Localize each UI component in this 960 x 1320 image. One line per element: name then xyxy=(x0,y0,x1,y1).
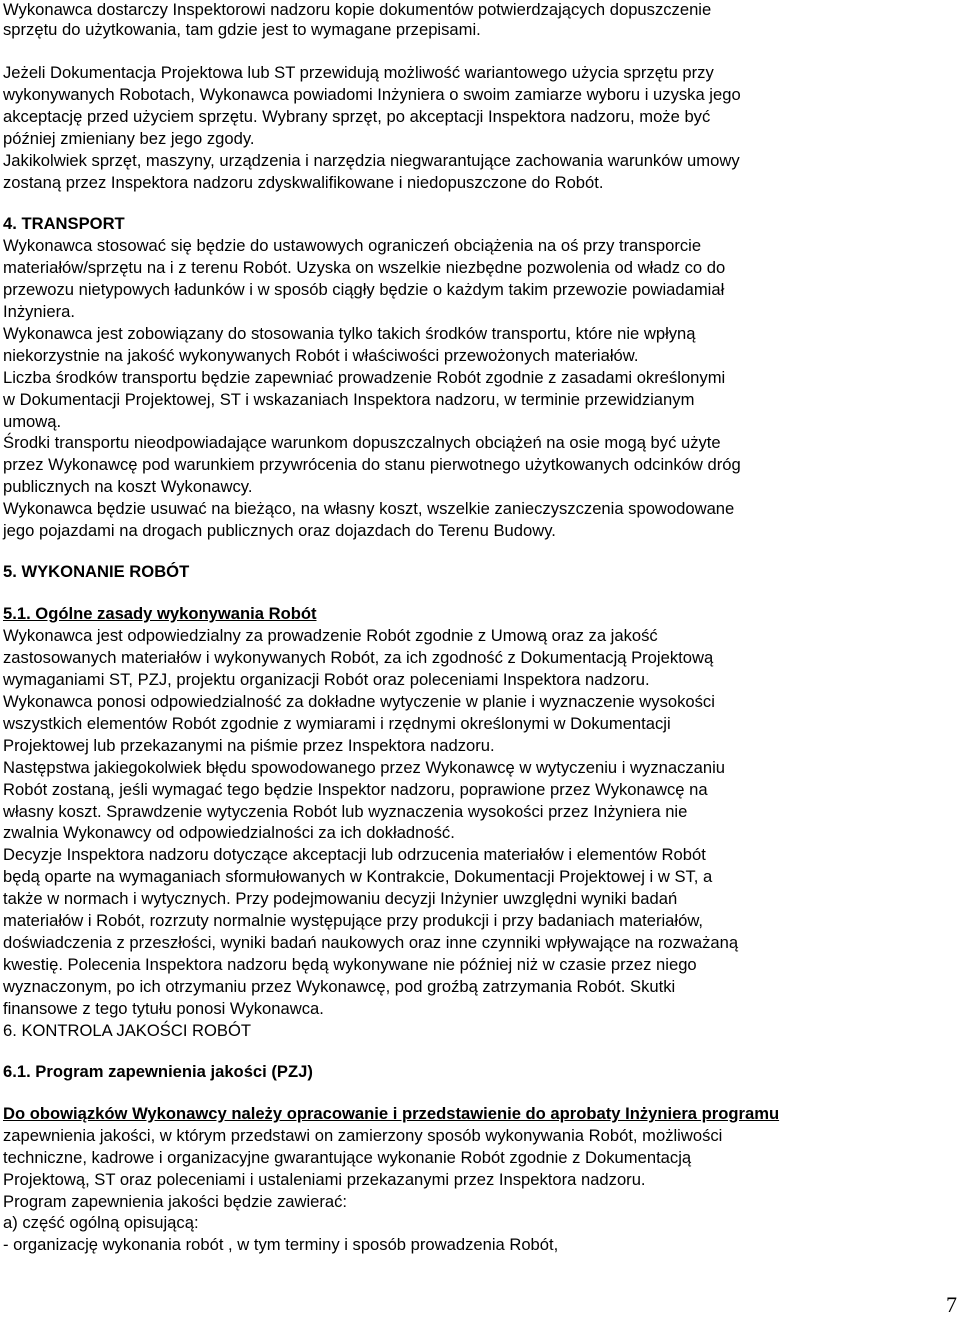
body-text-line: także w normach i wytycznych. Przy podejmowaniu decyzji Inżynier uwzględni wyniki badań xyxy=(3,889,678,908)
body-text-line: zastosowanych materiałów i wykonywanych Robót, za ich zgodność z Dokumentacją Projektową xyxy=(3,648,714,667)
body-text-line: Decyzje Inspektora nadzoru dotyczące akceptacji lub odrzucenia materiałów i elementów Robót xyxy=(3,845,706,864)
body-text-line: wymaganiami ST, PZJ, projektu organizacji Robót oraz poleceniami Inspektora nadzoru. xyxy=(3,670,650,689)
body-text-line: wszystkich elementów Robót zgodnie z wymiarami i rzędnymi określonymi w Dokumentacji xyxy=(3,714,671,733)
body-text-line: Inżyniera. xyxy=(3,302,75,321)
body-text-line: Liczba środków transportu będzie zapewniać prowadzenie Robót zgodnie z zasadami określonymi xyxy=(3,368,726,387)
body-text-line: umową. xyxy=(3,412,62,431)
page-number: 7 xyxy=(946,1292,957,1317)
body-text-line: będą oparte na wymaganiach sformułowanych w Kontrakcie, Dokumentacji Projektowej i w ST, a xyxy=(3,867,713,886)
body-text-line: Środki transportu nieodpowiadające warunkom dopuszczalnych obciążeń na osie mogą być użyte xyxy=(3,433,721,452)
body-text-line: doświadczenia z przeszłości, wyniki badań naukowych oraz inne czynniki wpływające na rozważaną xyxy=(3,933,739,952)
body-text-line: Jakikolwiek sprzęt, maszyny, urządzenia i narzędzia niegwarantujące zachowania warunków umowy xyxy=(3,151,740,170)
subsection-heading-5-1: 5.1. Ogólne zasady wykonywania Robót xyxy=(3,604,317,623)
body-text-line: w Dokumentacji Projektowej, ST i wskazaniach Inspektora nadzoru, w terminie przewidzianym xyxy=(3,390,695,409)
body-text-line: Jeżeli Dokumentacja Projektowa lub ST przewidują możliwość wariantowego użycia sprzętu przy xyxy=(3,63,714,82)
body-text-line: 6. KONTROLA JAKOŚCI ROBÓT xyxy=(3,1021,252,1040)
section-heading-transport: 4. TRANSPORT xyxy=(3,214,125,233)
body-text-line: Wykonawca będzie usuwać na bieżąco, na własny koszt, wszelkie zanieczyszczenia spowodowane xyxy=(3,499,735,518)
body-text-line: publicznych na koszt Wykonawcy. xyxy=(3,477,253,496)
body-text-line: techniczne, kadrowe i organizacyjne gwarantujące wykonanie Robót zgodnie z Dokumentacją xyxy=(3,1148,692,1167)
body-text-line: a) część ogólną opisującą: xyxy=(3,1213,199,1232)
section-heading-wykonanie-robot: 5. WYKONANIE ROBÓT xyxy=(3,562,190,581)
body-text-line: zostaną przez Inspektora nadzoru zdyskwalifikowane i niedopuszczone do Robót. xyxy=(3,173,604,192)
body-text-line: niekorzystnie na jakość wykonywanych Robót i właściwości przewożonych materiałów. xyxy=(3,346,639,365)
body-text-line: Program zapewnienia jakości będzie zawierać: xyxy=(3,1192,348,1211)
body-text-line: Wykonawca jest odpowiedzialny za prowadzenie Robót zgodnie z Umową oraz za jakość xyxy=(3,626,658,645)
body-text-line: finansowe z tego tytułu ponosi Wykonawca. xyxy=(3,999,324,1018)
body-text-line: akceptację przed użyciem sprzętu. Wybrany sprzęt, po akceptacji Inspektora nadzoru, może być xyxy=(3,107,711,126)
body-text-line: Wykonawca dostarczy Inspektorowi nadzoru kopie dokumentów potwierdzających dopuszczenie xyxy=(3,0,712,19)
body-text-line: przez Wykonawcę pod warunkiem przywrócenia do stanu pierwotnego użytkowanych odcinków dróg xyxy=(3,455,741,474)
body-text-line: materiałów i Robót, rozrzuty normalnie występujące przy produkcji i przy badaniach materiałów, xyxy=(3,911,704,930)
subsection-heading-6-1: Do obowiązków Wykonawcy należy opracowanie i przedstawienie do aprobaty Inżyniera programu xyxy=(3,1104,780,1123)
body-text-line: zapewnienia jakości, w którym przedstawi on zamierzony sposób wykonywania Robót, możliwości xyxy=(3,1126,723,1145)
section-heading-kontrola-jakosci: 6.1. Program zapewnienia jakości (PZJ) xyxy=(3,1062,313,1081)
body-text-line: kwestię. Polecenia Inspektora nadzoru będą wykonywane nie później niż w czasie przez niego xyxy=(3,955,697,974)
body-text-line: Wykonawca ponosi odpowiedzialność za dokładne wytyczenie w planie i wyznaczenie wysokości xyxy=(3,692,715,711)
body-text-line: Projektową, ST oraz poleceniami i ustaleniami przekazanymi przez Inspektora nadzoru. xyxy=(3,1170,646,1189)
body-text-line: później zmieniany bez jego zgody. xyxy=(3,129,255,148)
body-text-line: - organizację wykonania robót , w tym terminy i sposób prowadzenia Robót, xyxy=(3,1235,559,1254)
body-text-line: materiałów/sprzętu na i z terenu Robót. Uzyska on wszelkie niezbędne pozwolenia od władz co do xyxy=(3,258,726,277)
body-text-line: Wykonawca jest zobowiązany do stosowania tylko takich środków transportu, które nie wpłyną xyxy=(3,324,696,343)
body-text-line: przewozu nietypowych ładunków i w sposób ciągły będzie o każdym takim przewozie powiadamiał xyxy=(3,280,725,299)
body-text-line: własny koszt. Sprawdzenie wytyczenia Robót lub wyznaczenia wysokości przez Inżyniera nie xyxy=(3,802,688,821)
body-text-line: wyznaczonym, po ich otrzymaniu przez Wykonawcę, pod groźbą zatrzymania Robót. Skutki xyxy=(3,977,676,996)
body-text-line: sprzętu do użytkowania, tam gdzie jest to wymagane przepisami. xyxy=(3,20,481,39)
body-text-line: Robót zostaną, jeśli wymagać tego będzie Inspektor nadzoru, poprawione przez Wykonawcę na xyxy=(3,780,708,799)
body-text-line: Następstwa jakiegokolwiek błędu spowodowanego przez Wykonawcę w wytyczeniu i wyznaczaniu xyxy=(3,758,726,777)
body-text-line: wykonywanych Robotach, Wykonawca powiadomi Inżyniera o swoim zamiarze wyboru i uzyska jego xyxy=(3,85,741,104)
body-text-line: Wykonawca stosować się będzie do ustawowych ograniczeń obciążenia na oś przy transporcie xyxy=(3,236,702,255)
body-text-line: zwalnia Wykonawcy od odpowiedzialności za ich dokładność. xyxy=(3,823,455,842)
body-text-line: jego pojazdami na drogach publicznych oraz dojazdach do Terenu Budowy. xyxy=(3,521,556,540)
body-text-line: Projektowej lub przekazanymi na piśmie przez Inspektora nadzoru. xyxy=(3,736,495,755)
